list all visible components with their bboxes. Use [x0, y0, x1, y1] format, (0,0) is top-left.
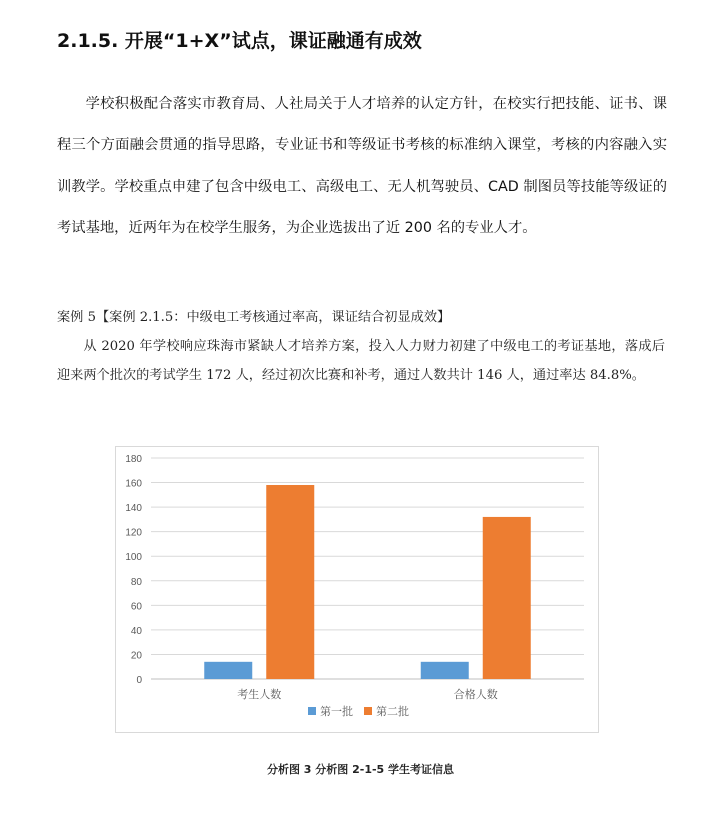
y-tick-label: 120 [125, 527, 142, 539]
case-paragraph: 从 2020 年学校响应珠海市紧缺人才培养方案，投入人力财力初建了中级电工的考证基地，落成后迎来两个批次的考试学生 172 人，经过初次比赛和补考，通过人数共计 146 人，通过率达 84.8%。 [57, 339, 665, 383]
y-tick-label: 60 [130, 601, 142, 613]
case-title: 案例 5【案例 2.1.5：中级电工考核通过率高，课证结合初显成效】 [57, 310, 451, 325]
bar-batch1 [421, 662, 469, 679]
bar-batch2 [266, 485, 314, 679]
bar-batch2 [483, 517, 531, 679]
chart-canvas [116, 447, 598, 732]
x-category-label: 考生人数 [237, 688, 282, 701]
bar-batch1 [204, 662, 252, 679]
y-tick-label: 80 [130, 576, 142, 588]
y-tick-label: 100 [125, 552, 142, 564]
y-tick-label: 40 [130, 625, 142, 637]
legend-label: 第一批 [320, 705, 353, 718]
legend-swatch [308, 707, 316, 715]
x-category-label: 合格人数 [453, 688, 498, 701]
legend-swatch [364, 707, 372, 715]
figure-caption: 分析图 3 分析图 2-1-5 学生考证信息 [266, 763, 455, 776]
y-tick-label: 180 [125, 454, 142, 465]
y-tick-label: 0 [136, 675, 142, 686]
y-tick-label: 140 [125, 503, 142, 515]
legend-label: 第二批 [376, 705, 409, 718]
section-heading: 2.1.5. 开展“1+X”试点，课证融通有成效 [57, 30, 422, 52]
y-tick-label: 20 [130, 650, 142, 662]
bar-chart [115, 446, 599, 733]
section-paragraph: 学校积极配合落实市教育局、人社局关于人才培养的认定方针，在校实行把技能、证书、课程三个方面融会贯通的指导思路，专业证书和等级证书考核的标准纳入课堂，考核的内容融入实训教学。学校重点申建了包含中级电工、高级电工、无人机驾驶员、CAD 制图员等技能等级证的考试基地，近两年为在校学生服务，为企业选拔出了近 200 名的专业人才。 [57, 96, 667, 236]
y-tick-label: 160 [125, 478, 142, 490]
